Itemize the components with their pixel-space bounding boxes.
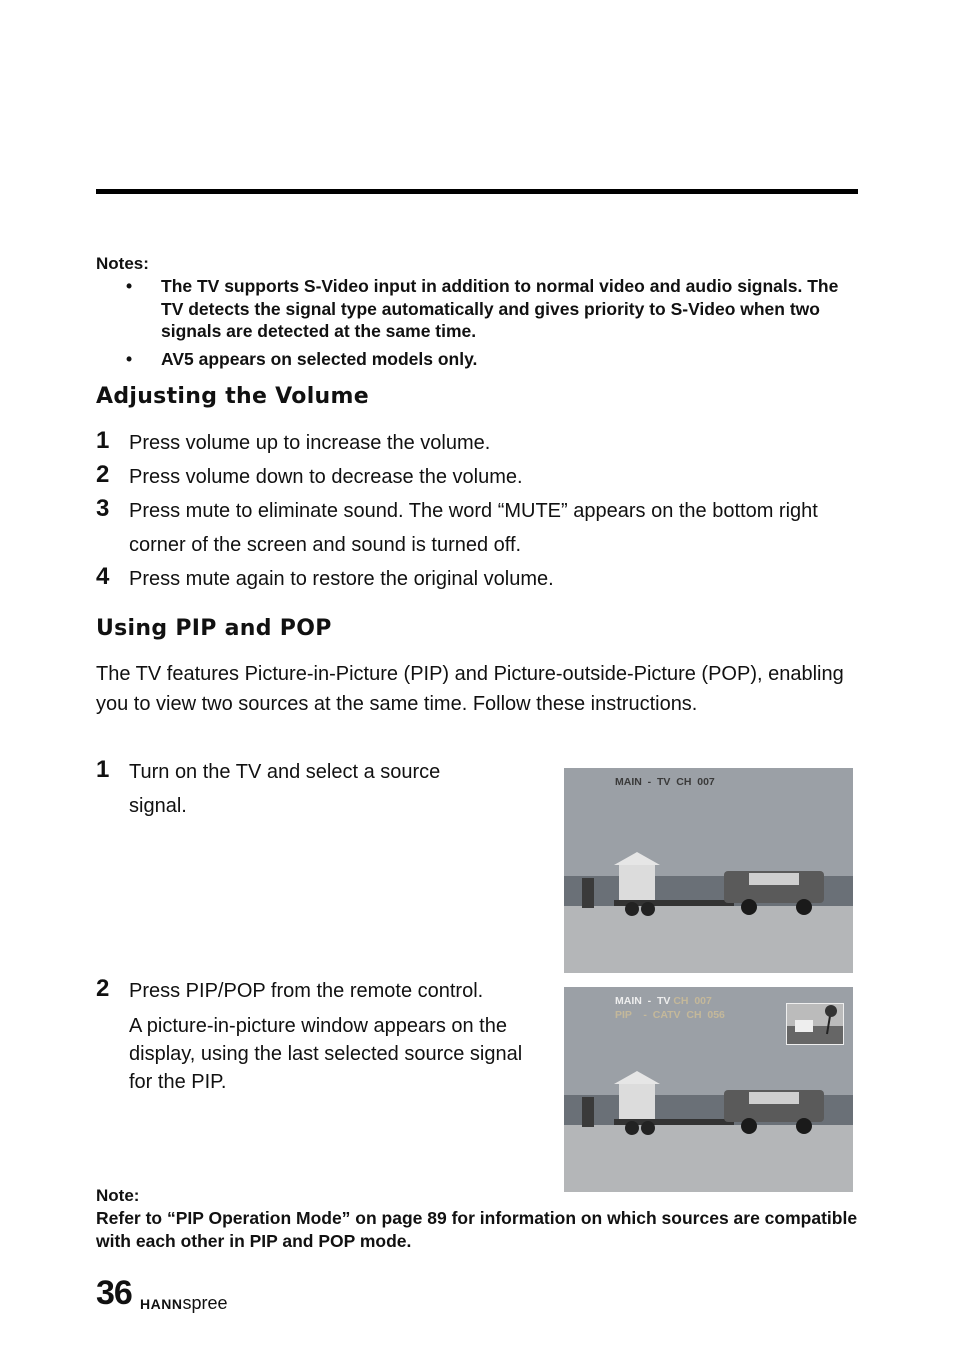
pip-step-1: [96, 755, 496, 823]
header-rule: [96, 189, 858, 194]
pip-step: 2 Press PIP/POP from the remote control. A picture-in-picture window appears on the display, using the last selected source signal for the PIP.: [96, 974, 551, 1096]
pip-window-image: [787, 1004, 843, 1044]
volume-heading: Adjusting the Volume: [96, 384, 369, 409]
pip-step-2: [96, 974, 551, 1096]
notes-bullet: • The TV supports S-Video input in addition to normal video and audio signals. The TV detects the signal type automatically and gives priority to S-Video when two signals are detected at the same time.: [126, 276, 839, 341]
pip-window: [786, 1003, 844, 1045]
notes-title: Notes:: [96, 254, 149, 273]
volume-step: 2 Press volume down to decrease the volume.: [96, 461, 523, 488]
volume-step: 4 Press mute again to restore the original volume.: [96, 563, 554, 590]
volume-steps: [96, 426, 866, 596]
pip-intro: The TV features Picture-in-Picture (PIP) and Picture-outside-Picture (POP), enabling you to view two sources at the same time. Follow these instructions.: [96, 663, 844, 715]
osd-main-label: MAIN - TV CH 007: [615, 776, 715, 788]
tv-screen-photo: [564, 768, 853, 973]
note-title: Note:: [96, 1186, 140, 1205]
osd-main-label: MAIN - TV CH 007: [615, 995, 712, 1007]
beach-scene-image: [564, 768, 853, 973]
brand-logo: HANNspree: [140, 1293, 228, 1313]
osd-pip-label: PIP - CATV CH 056: [615, 1009, 725, 1021]
notes-bullet: • AV5 appears on selected models only.: [126, 348, 478, 369]
pip-heading: Using PIP and POP: [96, 616, 332, 641]
tv-screen-pip-photo: [564, 987, 853, 1192]
pip-step: 1 Turn on the TV and select a source signal.: [96, 756, 441, 817]
notes-list: [96, 275, 861, 375]
pip-step-detail: A picture-in-picture window appears on the display, using the last selected source signal for the PIP.: [129, 1015, 523, 1093]
volume-step: 3 Press mute to eliminate sound. The word “MUTE” appears on the bottom right corner of the screen and sound is turned off.: [96, 495, 818, 556]
page-number: 36: [96, 1274, 132, 1312]
note-text: Refer to “PIP Operation Mode” on page 89 for information on which sources are compatible with each other in PIP and POP mode.: [96, 1208, 858, 1251]
volume-step: 1 Press volume up to increase the volume.: [96, 427, 491, 454]
